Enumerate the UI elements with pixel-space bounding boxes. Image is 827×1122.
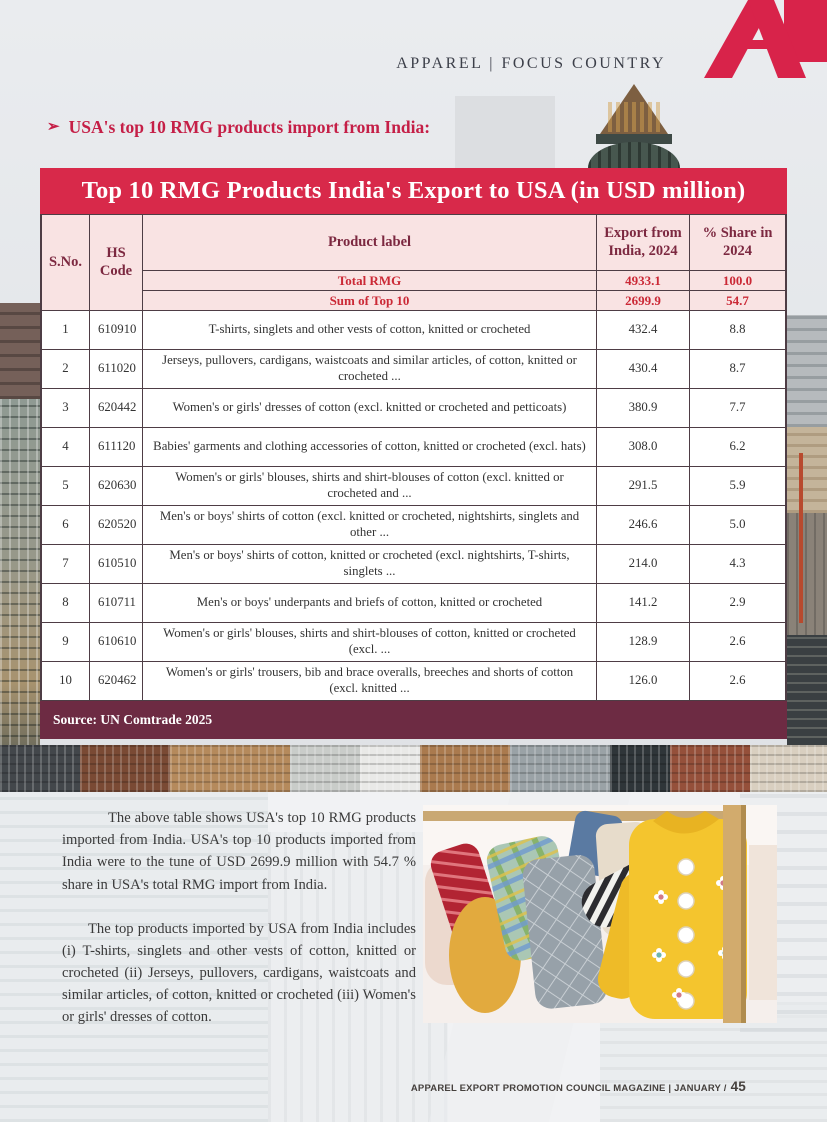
row-product-label: Babies' garments and clothing accessories of cotton, knitted or crocheted (excl. hats) bbox=[143, 428, 597, 467]
row-share-value: 8.8 bbox=[690, 311, 786, 350]
row-hs-code: 620520 bbox=[90, 506, 143, 545]
apparel-a-logo-icon bbox=[688, 0, 827, 78]
city-left-strip bbox=[0, 303, 40, 792]
skyline-segment bbox=[420, 745, 510, 792]
row-share-value: 2.6 bbox=[690, 662, 786, 701]
row-product-label: Men's or boys' shirts of cotton (excl. knitted or crocheted, nightshirts, singlets and other ... bbox=[143, 506, 597, 545]
rmg-table bbox=[40, 168, 787, 739]
row-export-value: 141.2 bbox=[597, 584, 690, 623]
row-export-value: 432.4 bbox=[597, 311, 690, 350]
row-sno: 3 bbox=[42, 389, 90, 428]
table-title: Top 10 RMG Products India's Export to USA (in USD million) bbox=[40, 168, 787, 214]
body-paragraph-1: The above table shows USA's top 10 RMG products imported from India. USA's top 10 products imported from India were to the tune of USD 2699.9 million with 54.7 % share in USA's total RMG import from India. bbox=[62, 810, 416, 893]
crane bbox=[799, 453, 803, 623]
col-header-export: Export from India, 2024 bbox=[597, 215, 690, 271]
row-product-label: Women's or girls' trousers, bib and brace overalls, breeches and shorts of cotton (excl. knitted ... bbox=[143, 662, 597, 701]
row-sno: 8 bbox=[42, 584, 90, 623]
city-left-brick bbox=[0, 303, 40, 399]
body-text bbox=[62, 807, 416, 1029]
total-rmg-share: 100.0 bbox=[690, 271, 786, 291]
row-product-label: T-shirts, singlets and other vests of cotton, knitted or crocheted bbox=[143, 311, 597, 350]
row-share-value: 4.3 bbox=[690, 545, 786, 584]
row-export-value: 126.0 bbox=[597, 662, 690, 701]
table-source: Source: UN Comtrade 2025 bbox=[40, 701, 787, 739]
skyline-segment bbox=[610, 745, 670, 792]
table-row bbox=[42, 350, 786, 389]
skyline-segment bbox=[0, 745, 80, 792]
row-sno: 1 bbox=[42, 311, 90, 350]
row-export-value: 291.5 bbox=[597, 467, 690, 506]
row-export-value: 246.6 bbox=[597, 506, 690, 545]
section-heading-text: USA's top 10 RMG products import from India: bbox=[68, 117, 431, 137]
row-product-label: Men's or boys' shirts of cotton, knitted or crocheted (excl. nightshirts, T-shirts, singlets ... bbox=[143, 545, 597, 584]
city-right-building-1 bbox=[787, 315, 827, 427]
row-hs-code: 611120 bbox=[90, 428, 143, 467]
total-rmg-label: Total RMG bbox=[143, 271, 597, 291]
row-sno: 5 bbox=[42, 467, 90, 506]
table-row bbox=[42, 545, 786, 584]
row-hs-code: 620462 bbox=[90, 662, 143, 701]
table-row bbox=[42, 428, 786, 467]
row-export-value: 430.4 bbox=[597, 350, 690, 389]
row-hs-code: 620442 bbox=[90, 389, 143, 428]
sum-top10-share: 54.7 bbox=[690, 291, 786, 311]
row-share-value: 8.7 bbox=[690, 350, 786, 389]
sum-top10-label: Sum of Top 10 bbox=[143, 291, 597, 311]
table-row bbox=[42, 662, 786, 701]
masthead-title: APPAREL | FOCUS COUNTRY bbox=[396, 55, 666, 72]
city-skyline-band bbox=[0, 745, 827, 792]
skyline-segment bbox=[510, 745, 610, 792]
row-share-value: 5.0 bbox=[690, 506, 786, 545]
total-rmg-export: 4933.1 bbox=[597, 271, 690, 291]
skyline-segment bbox=[290, 745, 360, 792]
col-header-hs-code: HS Code bbox=[90, 215, 143, 311]
row-product-label: Women's or girls' dresses of cotton (excl. knitted or crocheted and petticoats) bbox=[143, 389, 597, 428]
table-row bbox=[42, 467, 786, 506]
row-hs-code: 610711 bbox=[90, 584, 143, 623]
row-product-label: Women's or girls' blouses, shirts and shirt-blouses of cotton, knitted or crocheted (excl. ... bbox=[143, 623, 597, 662]
a-logo-svg bbox=[688, 0, 827, 78]
col-header-product-label: Product label bbox=[143, 215, 597, 271]
row-share-value: 6.2 bbox=[690, 428, 786, 467]
row-sno: 10 bbox=[42, 662, 90, 701]
tower-roof bbox=[600, 84, 668, 134]
page-footer bbox=[411, 1079, 746, 1094]
table-row bbox=[42, 311, 786, 350]
row-hs-code: 610610 bbox=[90, 623, 143, 662]
table-body bbox=[42, 311, 786, 701]
row-hs-code: 611020 bbox=[90, 350, 143, 389]
row-share-value: 5.9 bbox=[690, 467, 786, 506]
col-header-sno: S.No. bbox=[42, 215, 90, 311]
row-export-value: 214.0 bbox=[597, 545, 690, 584]
col-header-share: % Share in 2024 bbox=[690, 215, 786, 271]
row-export-value: 380.9 bbox=[597, 389, 690, 428]
city-right-strip bbox=[787, 315, 827, 792]
row-hs-code: 610910 bbox=[90, 311, 143, 350]
sum-top10-export: 2699.9 bbox=[597, 291, 690, 311]
row-share-value: 2.9 bbox=[690, 584, 786, 623]
row-product-label: Women's or girls' blouses, shirts and shirt-blouses of cotton (excl. knitted or crocheted and ... bbox=[143, 467, 597, 506]
sum-top10-row bbox=[42, 291, 786, 311]
row-export-value: 308.0 bbox=[597, 428, 690, 467]
row-product-label: Men's or boys' underpants and briefs of cotton, knitted or crocheted bbox=[143, 584, 597, 623]
section-heading bbox=[47, 117, 430, 138]
row-share-value: 2.6 bbox=[690, 623, 786, 662]
skyline-segment bbox=[80, 745, 170, 792]
city-right-building-2 bbox=[787, 427, 827, 513]
row-product-label: Jerseys, pullovers, cardigans, waistcoats and similar articles, of cotton, knitted or crocheted ... bbox=[143, 350, 597, 389]
body-paragraph-2: The top products imported by USA from India includes (i) T-shirts, singlets and other vests of cotton, knitted or crocheted (ii) Jerseys, pullovers, cardigans, waistcoats and similar articles, of cotton, knitted or crocheted (iii) Women's or girls' dresses of cotton. bbox=[62, 920, 416, 1026]
table-row bbox=[42, 506, 786, 545]
total-rmg-row bbox=[42, 271, 786, 291]
table-row bbox=[42, 623, 786, 662]
row-sno: 4 bbox=[42, 428, 90, 467]
rmg-data-table bbox=[41, 214, 786, 701]
row-sno: 2 bbox=[42, 350, 90, 389]
row-hs-code: 610510 bbox=[90, 545, 143, 584]
footer-text: APPAREL EXPORT PROMOTION COUNCIL MAGAZINE | JANUARY / bbox=[410, 1083, 727, 1094]
arrow-bullet-icon: ➢ bbox=[47, 119, 60, 135]
skyline-segment bbox=[750, 745, 827, 792]
row-hs-code: 620630 bbox=[90, 467, 143, 506]
row-sno: 7 bbox=[42, 545, 90, 584]
city-right-building-3 bbox=[787, 513, 827, 635]
city-left-glass-tower bbox=[0, 399, 40, 792]
row-sno: 9 bbox=[42, 623, 90, 662]
footer-page-number: 45 bbox=[730, 1079, 746, 1094]
row-export-value: 128.9 bbox=[597, 623, 690, 662]
clothes-photo-svg bbox=[423, 805, 777, 1023]
header-row bbox=[42, 215, 786, 271]
table-row bbox=[42, 584, 786, 623]
row-share-value: 7.7 bbox=[690, 389, 786, 428]
skyline-segment bbox=[170, 745, 290, 792]
table-row bbox=[42, 389, 786, 428]
row-sno: 6 bbox=[42, 506, 90, 545]
clothes-rack-photo bbox=[423, 805, 777, 1023]
skyline-segment bbox=[360, 745, 420, 792]
skyline-segment bbox=[670, 745, 750, 792]
